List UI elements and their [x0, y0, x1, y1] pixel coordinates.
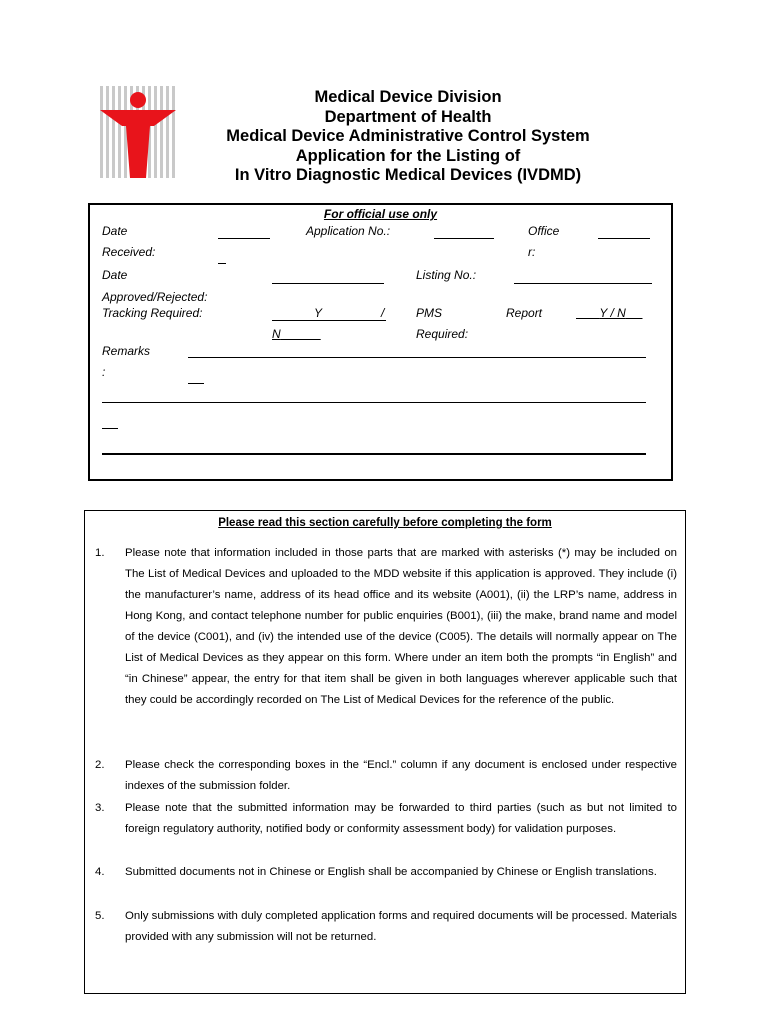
instruction-number: 5. [95, 910, 105, 922]
header-system: Medical Device Administrative Control System [226, 127, 590, 145]
remarks-field-line2[interactable] [102, 402, 646, 403]
instruction-text: Only submissions with duly completed application forms and required documents will be processed. Materials provided with any submission will not be returned. [125, 910, 677, 943]
remarks-field-line3[interactable] [102, 453, 646, 455]
listing-no-field[interactable] [514, 283, 652, 284]
remarks-field-line1-end [188, 383, 204, 384]
remarks-colon: : [102, 365, 106, 379]
instruction-text: Submitted documents not in Chinese or English shall be accompanied by Chinese or English translations. [125, 866, 657, 878]
received-label: Received: [102, 245, 156, 259]
listing-no-label: Listing No.: [416, 268, 477, 282]
remarks-field-line1[interactable] [188, 357, 646, 358]
instruction-number: 2. [95, 759, 105, 771]
instructions-title: Please read this section carefully before completing the form [218, 517, 552, 529]
header-ivdmd: In Vitro Diagnostic Medical Devices (IVDMD) [234, 166, 582, 184]
application-no-label: Application No.: [306, 224, 391, 238]
instruction-number: 3. [95, 802, 105, 814]
instruction-number: 4. [95, 866, 105, 878]
required-label: Required: [416, 327, 469, 341]
tracking-no-text: N [272, 327, 281, 341]
officer-label: Office [528, 224, 560, 238]
tracking-no-option[interactable] [272, 327, 321, 341]
instruction-text: Please check the corresponding boxes in the “Encl.” column if any document is enclosed under respective indexes of the submission folder. [125, 759, 677, 792]
tracking-slash: / [381, 306, 385, 320]
official-use-box [88, 203, 673, 481]
officer-field[interactable] [598, 238, 650, 239]
application-no-field[interactable] [434, 238, 494, 239]
date-received-field-cont [218, 263, 226, 264]
date-received-field[interactable] [218, 238, 270, 239]
instruction-number: 1. [95, 547, 105, 559]
instruction-item [95, 862, 677, 904]
approved-rejected-label: Approved/Rejected: [102, 290, 208, 304]
pms-yn-text: Y / N [599, 306, 626, 320]
date-approved-label: Date [102, 268, 128, 282]
instruction-item [95, 906, 677, 948]
date-approved-field[interactable] [272, 283, 384, 284]
remarks-label: Remarks [102, 344, 151, 358]
official-use-title: For official use only [323, 207, 438, 221]
instruction-text: Please note that information included in those parts that are marked with asterisks (*) may be included on The List of Medical Devices and uploaded to the MDD website if this application is approved. They include (i) the manufacturer’s name, address of its head office and its website (A001), (ii) the LRP’s name, address in Hong Kong, and contact telephone number for public enquiries (B001), (iii) the make, brand name and model of the device (C001), and (iv) the intended use of the device (C005). The details will normally appear on The List of Medical Devices as they appear on this form. Where under an item both the prompts “in English” and “in Chinese” appear, the entry for that item shall be given in both languages wherever applicable such that they could be accordingly recorded on The List of Medical Devices for the reference of the public. [125, 547, 677, 706]
instructions-box [84, 510, 686, 994]
header-division: Medical Device Division [314, 88, 502, 106]
officer-label-cont: r: [528, 245, 536, 259]
tracking-required-label: Tracking Required: [102, 306, 203, 320]
instruction-item [95, 543, 677, 753]
instruction-item [95, 755, 677, 797]
tracking-required-line [272, 320, 386, 321]
header-department: Department of Health [324, 107, 492, 126]
pms-label: PMS [416, 306, 443, 320]
remarks-field-line2-end [102, 428, 118, 429]
tracking-yes-option[interactable]: Y [314, 306, 323, 320]
remarks-field-line3-end [102, 479, 118, 480]
date-received-label: Date [102, 224, 128, 238]
form-header [150, 88, 666, 186]
report-label: Report [506, 306, 543, 320]
header-application: Application for the Listing of [295, 146, 521, 165]
instruction-text: Please note that the submitted information may be forwarded to third parties (such as but not limited to foreign regulatory authority, notified body or conformity assessment body) for validation purposes. [125, 802, 677, 835]
pms-report-option[interactable] [576, 306, 642, 320]
instruction-item [95, 798, 677, 861]
